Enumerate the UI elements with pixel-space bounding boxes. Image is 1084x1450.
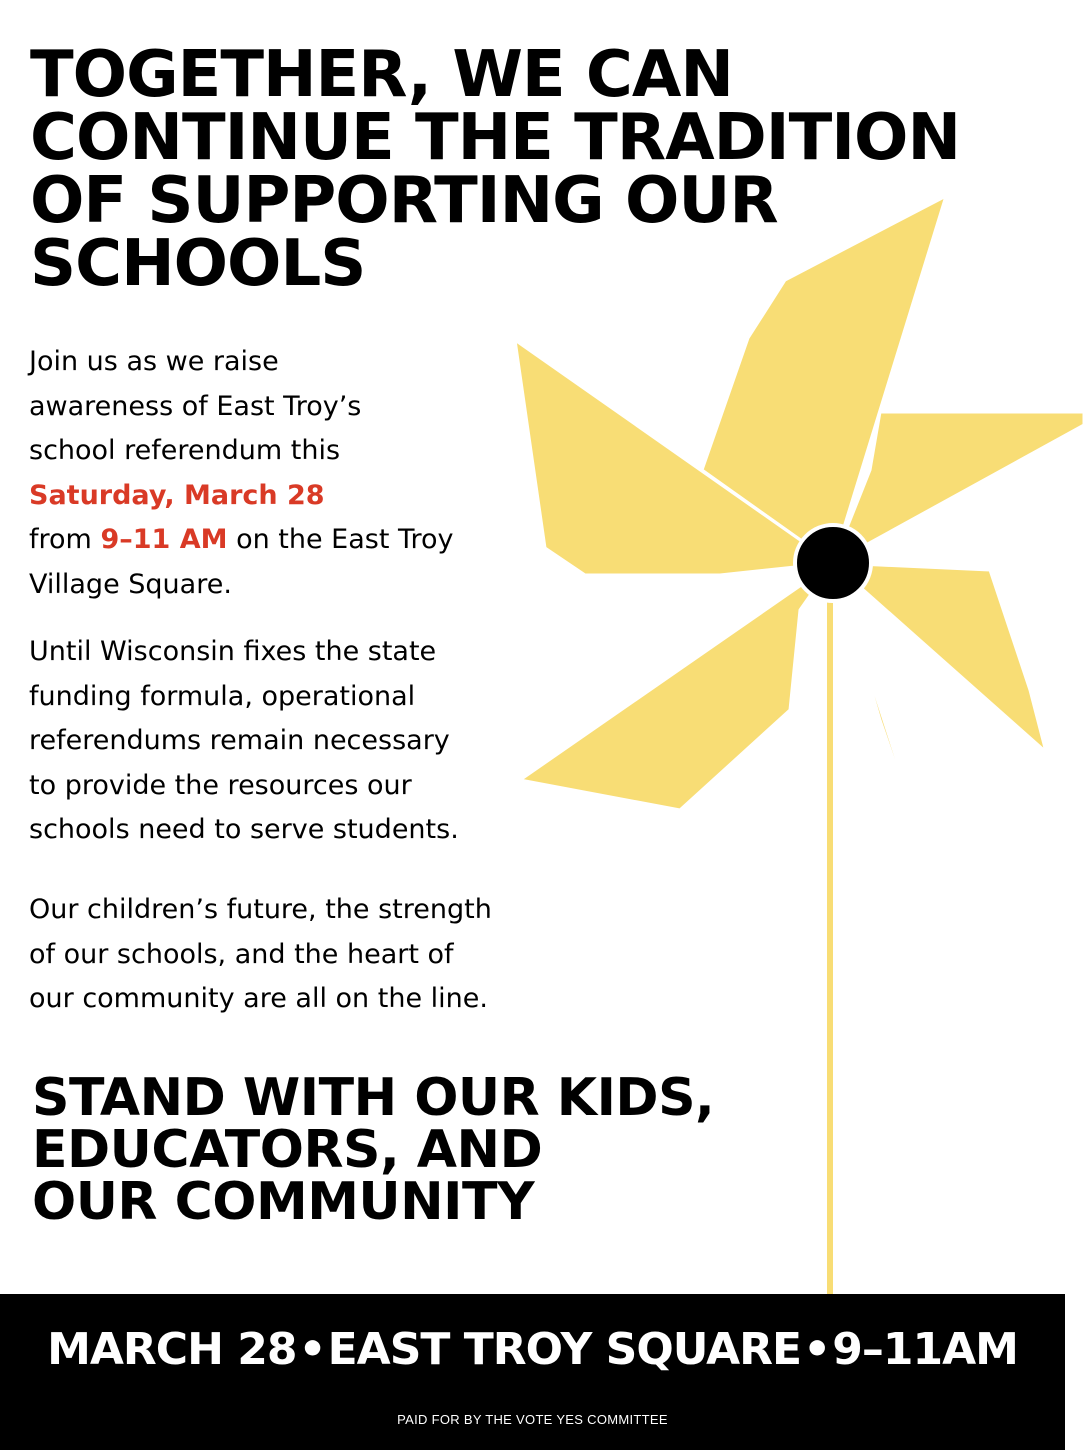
from-prefix: from (29, 524, 92, 555)
event-date: Saturday, March 28 (29, 479, 325, 511)
separator-dot: • (803, 1324, 831, 1375)
paid-for-disclaimer: PAID FOR BY THE VOTE YES COMMITTEE (397, 1412, 668, 1427)
intro-paragraph (29, 340, 609, 607)
separator-dot: • (298, 1324, 326, 1375)
callout-line: OUR COMMUNITY (32, 1172, 535, 1232)
funding-line: to provide the resources our (29, 769, 412, 801)
funding-paragraph (29, 630, 609, 853)
from-suffix: on the East Troy (236, 524, 454, 555)
funding-line: funding formula, operational (29, 680, 416, 712)
headline-line: TOGETHER, WE CAN (30, 38, 733, 112)
headline-line: OF SUPPORTING OUR (30, 164, 778, 238)
future-line: Our children’s future, the strength (29, 894, 492, 925)
headline (30, 38, 1060, 301)
footer-time: 9–11AM (832, 1324, 1018, 1375)
pinwheel-hub (795, 525, 871, 601)
callout-line: STAND WITH OUR KIDS, (32, 1068, 715, 1128)
intro-time-line (29, 518, 609, 563)
funding-line: schools need to serve students. (29, 814, 459, 845)
footer-place: EAST TROY SQUARE (327, 1324, 802, 1375)
intro-line: Join us as we raise (29, 346, 279, 377)
intro-line: school referendum this (29, 435, 341, 466)
callout-heading (32, 1068, 832, 1232)
event-time: 9–11 AM (100, 524, 228, 555)
headline-line: CONTINUE THE TRADITION (30, 101, 960, 175)
funding-line: referendums remain necessary (29, 725, 450, 756)
funding-line: Until Wisconsin fixes the state (29, 636, 437, 667)
callout-line: EDUCATORS, AND (32, 1120, 543, 1180)
intro-line: Village Square. (29, 568, 232, 600)
event-summary (0, 1324, 1065, 1375)
future-paragraph (29, 888, 609, 1022)
intro-line: awareness of East Troy’s (29, 390, 362, 422)
headline-line: SCHOOLS (30, 227, 366, 301)
footer-banner (0, 1294, 1065, 1450)
footer-date: MARCH 28 (47, 1324, 297, 1375)
future-line: our community are all on the line. (29, 983, 488, 1014)
future-line: of our schools, and the heart of (29, 938, 454, 970)
